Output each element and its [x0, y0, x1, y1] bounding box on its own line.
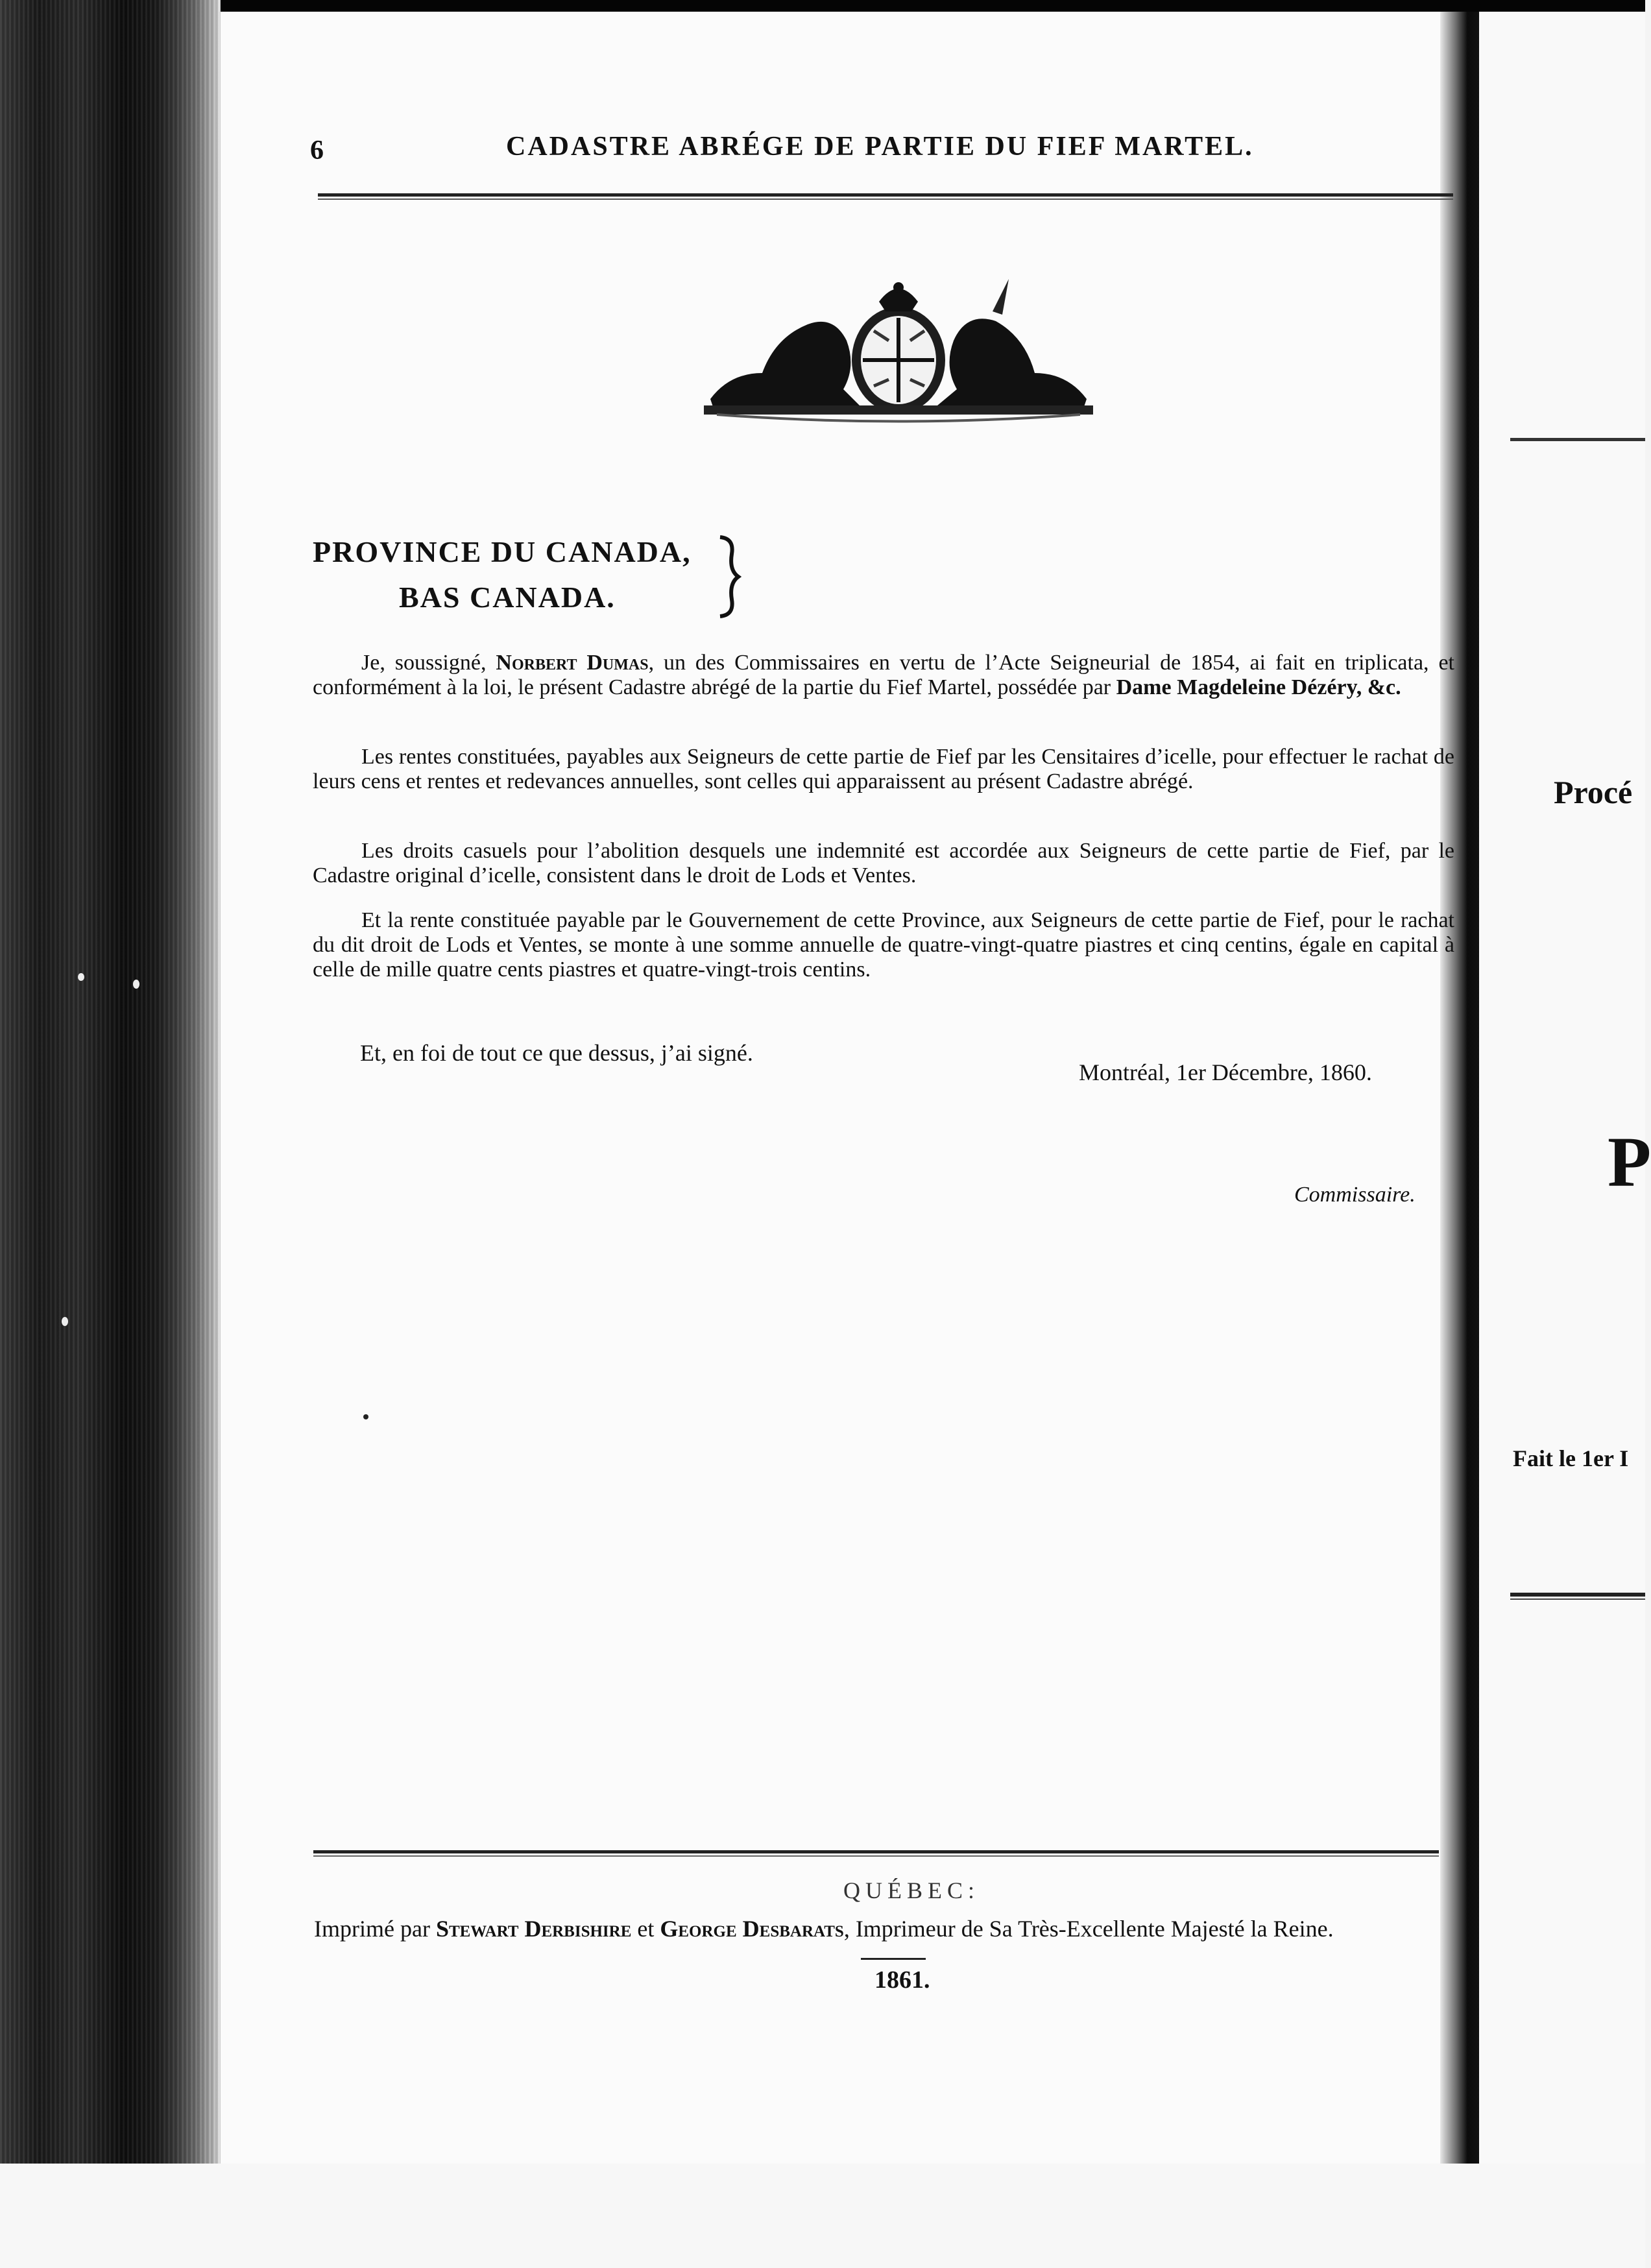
signatory-title: Commissaire. — [1294, 1183, 1416, 1207]
printer-name-1: Stewart Derbishire — [435, 1916, 632, 1942]
attestation-line: Et, en foi de tout ce que dessus, j’ai signé. — [360, 1040, 753, 1066]
imprint-prefix: Imprimé par — [314, 1916, 436, 1942]
scan-bottom-edge — [0, 2164, 1645, 2268]
region-heading: BAS CANADA. — [399, 581, 616, 614]
paragraph-4 — [313, 908, 1454, 982]
scan-speck — [363, 1414, 368, 1419]
p3-text: Les droits casuels pour l’abolition desquels une indemnité est accordée aux Seigneurs de cette partie de Fief, par le Cadastre original d’icelle, consistent dans le droit de Lods et Ventes. — [313, 839, 1454, 887]
imprint-city: QUÉBEC: — [843, 1877, 980, 1903]
imprint-joiner: et — [631, 1916, 660, 1942]
year-rule — [861, 1958, 926, 1960]
book-binding-edge — [0, 0, 221, 2164]
imprint-year: 1861. — [874, 1966, 930, 1994]
facing-page-initial: P — [1608, 1122, 1651, 1201]
imprint-suffix: , Imprimeur de Sa Très-Excellente Majesté la Reine. — [843, 1916, 1334, 1942]
running-title: CADASTRE ABRÉGE DE PARTIE DU FIEF MARTEL. — [506, 132, 1254, 162]
p4-text: Et la rente constituée payable par le Gouvernement de cette Province, aux Seigneurs de cette partie de Fief, pour le rachat du dit droit de Lods et Ventes, se monte à une somme annuelle de quatre-vingt-quatre piastres et cinq centins, égale en capital à celle de mille quatre cents piastres et quatre-vingt-trois centins. — [313, 908, 1454, 982]
facing-page — [1479, 12, 1645, 2164]
province-heading: PROVINCE DU CANADA, — [313, 535, 692, 568]
page-number: 6 — [310, 136, 324, 165]
paragraph-3 — [313, 839, 1454, 888]
scan-speck — [78, 973, 84, 981]
facing-page-rule — [1510, 438, 1645, 441]
footer-rule — [313, 1850, 1439, 1857]
curly-brace-icon — [715, 535, 741, 619]
commissioner-name: Norbert Dumas — [496, 651, 649, 675]
paragraph-1 — [313, 651, 1454, 700]
place-date: Montréal, 1er Décembre, 1860. — [1079, 1059, 1372, 1085]
scan-speck — [62, 1317, 68, 1326]
scan-speck — [133, 980, 139, 989]
page-gutter-shadow — [1440, 12, 1479, 2164]
p2-text: Les rentes constituées, payables aux Seigneurs de cette partie de Fief par les Censitaires d’icelle, pour effectuer le rachat de leurs cens et rentes et redevances annuelles, sont celles qui apparaissent au présent Cadastre abrégé. — [313, 745, 1454, 793]
scan-top-edge — [0, 0, 1645, 12]
p1-intro: Je, soussigné, — [361, 651, 496, 675]
header-rule — [318, 193, 1453, 200]
royal-coat-of-arms-icon — [704, 276, 1093, 425]
paragraph-2 — [313, 745, 1454, 794]
owner-name: Dame Magdeleine Dézéry, &c. — [1116, 675, 1401, 699]
facing-page-rule — [1510, 1593, 1645, 1600]
facing-page-fragment: Procé — [1554, 774, 1633, 810]
facing-page-fragment: Fait le 1er I — [1513, 1445, 1629, 1471]
printer-name-2: George Desbarats — [660, 1916, 844, 1942]
imprint-line — [314, 1915, 1334, 1942]
p1-body: , un des Commissaires en vertu de l’Acte Seigneurial de 1854, ai fait en triplicata, et conformément à la loi, le présent Cadastre abrégé de la partie du Fief Martel, possédée par — [313, 651, 1454, 699]
